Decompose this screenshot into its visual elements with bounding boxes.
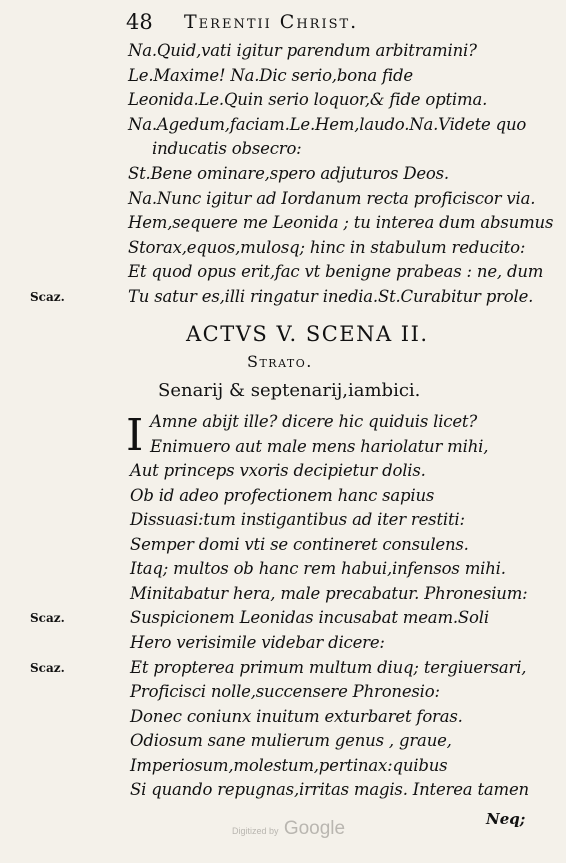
watermark-prefix: Digitized by (232, 826, 279, 836)
verse-line: Et propterea primum multum diuq; tergiuersari, (130, 657, 527, 677)
margin-note: Scaz. (30, 660, 65, 675)
drop-cap: I (126, 410, 144, 461)
verse-line: Proficisci nolle,succensere Phronesio: (130, 682, 440, 702)
verse-line: Dissuasi:tum instigantibus ad iter restiti: (130, 510, 465, 530)
verse-line: Hem,sequere me Leonida ; tu interea dum absumus (128, 213, 554, 233)
verse-line: Na.Quid,vati igitur parendum arbitramini? (128, 41, 477, 60)
verse-line: Tu satur es,illi ringatur inedia.St.Curabitur prole. (128, 287, 534, 306)
verse-line: Na.Nunc igitur ad Iordanum recta proficiscor via. (128, 188, 536, 208)
margin-note: Scaz. (30, 611, 65, 626)
verse-line: Si quando repugnas,irritas magis. Interea tamen (130, 780, 529, 800)
verse-line: Hero verisimile videbar dicere: (130, 632, 385, 652)
scene-heading: ACTVS V. SCENA II. (186, 322, 429, 346)
speaker-name: Strato. (247, 352, 313, 371)
verse-line: Le.Maxime! Na.Dic serio,bona fide (128, 65, 413, 85)
verse-line: Imperiosum,molestum,pertinax:quibus (130, 755, 448, 775)
watermark-brand: Google (283, 818, 346, 839)
verse-line: Leonida.Le.Quin serio loquor,& fide optima. (128, 90, 488, 110)
verse-line: St.Bene ominare,spero adjuturos Deos. (128, 164, 449, 183)
verse-line: Minitabatur hera, male precabatur. Phronesium: (130, 583, 528, 603)
running-header (126, 10, 506, 36)
verse-line: inducatis obsecro: (152, 139, 302, 159)
running-title: Terentii Christ. (184, 11, 359, 33)
verse-line: Enimuero aut male mens hariolatur mihi, (150, 436, 489, 456)
verse-line: Suspicionem Leonidas incusabat meam.Soli (130, 608, 489, 628)
meter-note: Senarij & septenarij,iambici. (158, 380, 421, 401)
page-number: 48 (126, 10, 153, 34)
verse-line: Semper domi vti se contineret consulens. (130, 534, 469, 554)
margin-note: Scaz. (30, 290, 65, 304)
verse-line: Itaq; multos ob hanc rem habui,infensos mihi. (130, 559, 506, 579)
verse-line: Storax,equos,mulosq; hinc in stabulum reducito: (128, 237, 526, 257)
verse-line: Ob id adeo profectionem hanc sapius (130, 485, 435, 505)
digitization-watermark (232, 818, 345, 840)
verse-line: Amne abijt ille? dicere hic quiduis licet? (150, 412, 477, 431)
verse-line: Odiosum sane mulierum genus , graue, (130, 731, 452, 751)
verse-line: Et quod opus erit,fac vt benigne prabeas : ne, dum (128, 262, 544, 282)
catchword: Neq; (486, 810, 526, 828)
verse-line: Na.Agedum,faciam.Le.Hem,laudo.Na.Videte quo (128, 114, 527, 134)
verse-line: Aut princeps vxoris decipietur dolis. (130, 461, 426, 481)
verse-line: Donec coniunx inuitum exturbaret foras. (130, 706, 463, 726)
